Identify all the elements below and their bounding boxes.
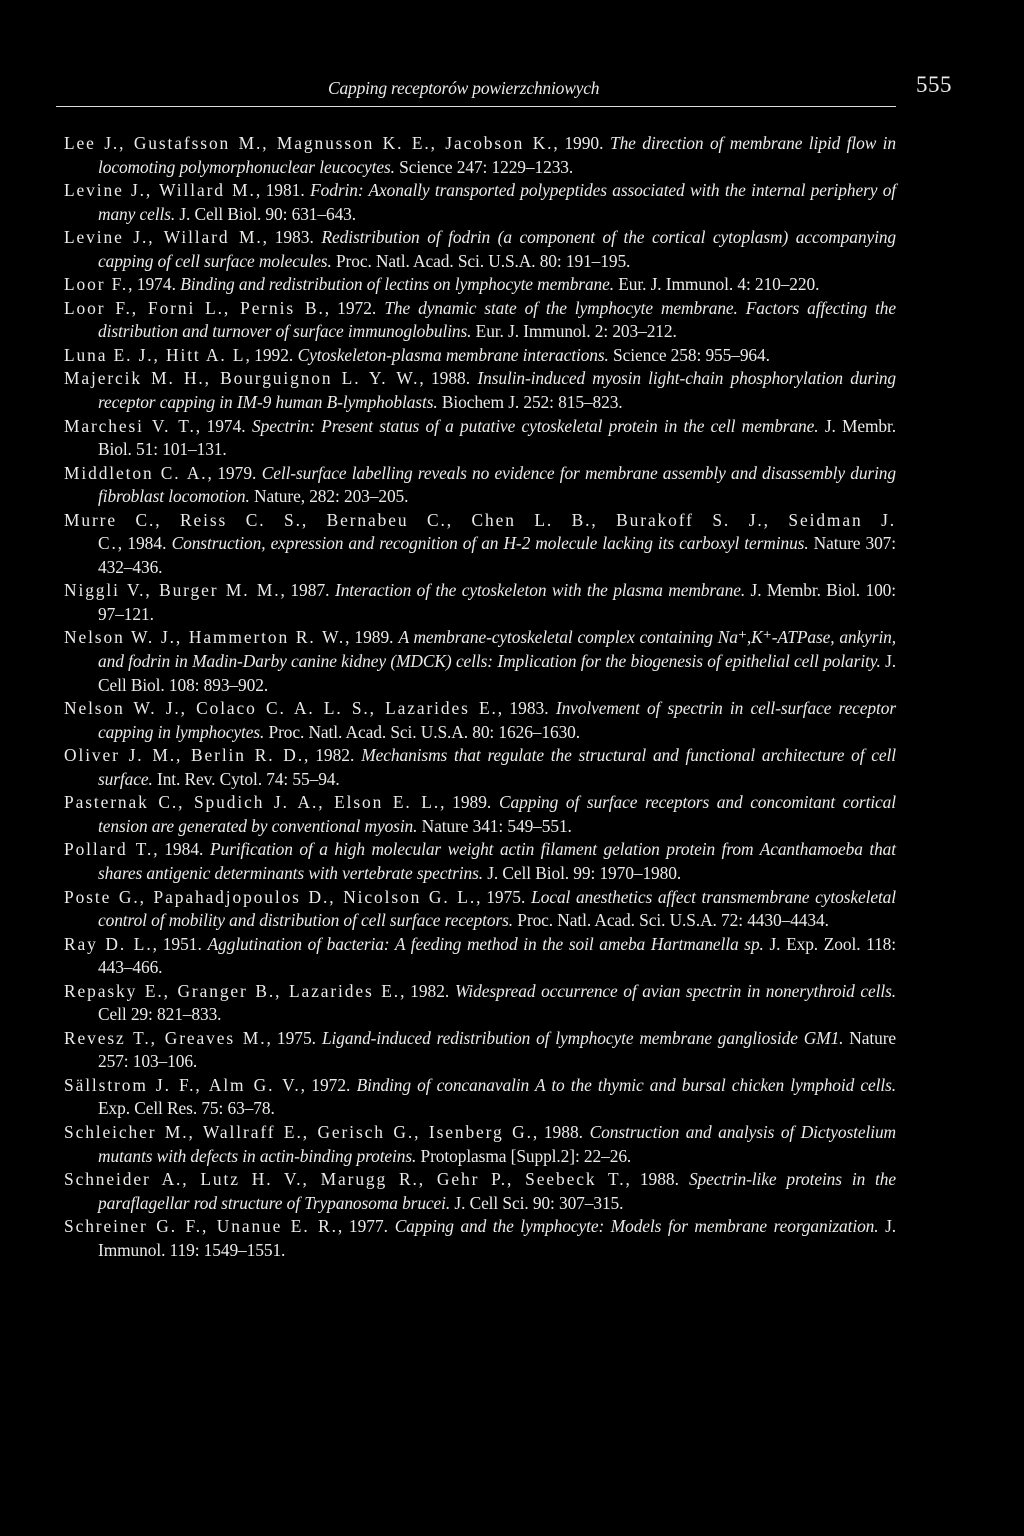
reference-authors: Nelson W. J., Hammerton R. W. — [64, 627, 346, 648]
reference-entry — [64, 1168, 896, 1215]
reference-title: Mechanisms that regulate the structural and functional architecture of cell surface. — [98, 745, 897, 789]
reference-year: , 1975. — [476, 886, 532, 907]
reference-authors: Poste G., Papahadjopoulos D., Nicolson G. L. — [64, 886, 477, 907]
reference-title: Construction and analysis of Dictyostelium mutants with defects in actin-binding proteins. — [98, 1121, 896, 1166]
reference-year: , 1979. — [207, 462, 262, 483]
reference-title: Local anesthetics affect transmembrane cytoskeletal control of mobility and distribution of cell surface receptors. — [98, 886, 897, 931]
reference-authors: Ray D. L. — [64, 933, 153, 954]
reference-authors: Niggli V., Burger M. M. — [64, 580, 281, 601]
reference-entry — [64, 579, 896, 626]
reference-source: Science 247: 1229–1233. — [394, 156, 574, 177]
header-rule — [56, 106, 896, 107]
reference-source: Nature, 282: 203–205. — [249, 486, 409, 507]
page-number: 555 — [916, 72, 952, 97]
reference-authors: Repasky E., Granger B., Lazarides E. — [64, 980, 401, 1001]
reference-entry — [64, 697, 896, 744]
reference-title: Cell-surface labelling reveals no evidence for membrane assembly and disassembly during fibroblast locomotion. — [98, 462, 897, 507]
reference-source: Nature 307: 432–436. — [98, 533, 896, 577]
reference-source: J. Cell Biol. 108: 893–902. — [98, 651, 896, 695]
reference-authors: Levine J., Willard M. — [64, 180, 256, 201]
reference-title: A membrane-cytoskeletal complex containing Na⁺,K⁺-ATPase, ankyrin, and fodrin in Madin-Darby canine kidney (MDCK) cells: Implication for the biogenesis of epithelial cell polarity. — [98, 627, 897, 672]
reference-authors: Schneider A., Lutz H. V., Marugg R., Gehr P., Seebeck T. — [64, 1169, 626, 1190]
reference-title: Widespread occurrence of avian spectrin in nonerythroid cells. — [455, 980, 897, 1001]
reference-year: , 1951. — [152, 933, 208, 954]
reference-year: , 1989. — [440, 792, 500, 813]
reference-source: J. Membr. Biol. 51: 101–131. — [98, 415, 896, 460]
reference-entry — [64, 626, 896, 697]
page-header — [56, 70, 952, 106]
reference-entry — [64, 744, 896, 791]
reference-entry — [64, 838, 896, 885]
reference-year: , 1989. — [345, 627, 399, 648]
reference-authors: Murre C., Reiss C. S., Bernabeu C., Chen L. B., Burakoff S. J., Seidman J. C. — [64, 509, 896, 554]
reference-entry — [64, 415, 896, 462]
reference-source: Proc. Natl. Acad. Sci. U.S.A. 72: 4430–4434. — [513, 910, 829, 931]
reference-entry — [64, 297, 896, 344]
reference-entry — [64, 1027, 896, 1074]
reference-year: , 1984. — [153, 839, 211, 860]
reference-source: Eur. J. Immunol. 2: 203–212. — [471, 321, 677, 342]
reference-authors: Schreiner G. F., Unanue E. R. — [64, 1216, 338, 1237]
reference-source: Proc. Natl. Acad. Sci. U.S.A. 80: 191–195. — [331, 250, 631, 271]
reference-entry — [64, 462, 896, 509]
running-title: Capping receptorów powierzchniowych — [328, 78, 600, 98]
reference-authors: Middleton C. A. — [64, 462, 208, 483]
reference-entry — [64, 179, 896, 226]
reference-title: Binding of concanavalin A to the thymic and bursal chicken lymphoid cells. — [356, 1074, 896, 1095]
reference-entry — [64, 1215, 896, 1262]
reference-title: Redistribution of fodrin (a component of the cortical cytoplasm) accompanying capping of cell surface molecules. — [98, 227, 897, 271]
reference-year: , 1983. — [497, 698, 556, 719]
reference-source: Cell 29: 821–833. — [98, 1004, 222, 1025]
reference-entry — [64, 344, 896, 368]
reference-title: Capping of surface receptors and concomitant cortical tension are generated by conventional myosin. — [98, 792, 896, 836]
reference-year: , 1974. — [128, 274, 181, 295]
reference-year: , 1984. — [117, 533, 172, 554]
reference-year: , 1972. — [300, 1074, 357, 1095]
reference-source: Protoplasma [Suppl.2]: 22–26. — [416, 1145, 632, 1166]
reference-year: , 1982. — [303, 745, 362, 766]
reference-authors: Marchesi V. T. — [64, 415, 196, 436]
reference-authors: Pollard T. — [64, 839, 154, 860]
reference-source: J. Cell Biol. 99: 1970–1980. — [483, 862, 682, 883]
reference-year: , 1977. — [337, 1216, 395, 1237]
reference-authors: Loor F. — [64, 274, 129, 295]
reference-authors: Sällstrom J. F., Alm G. V. — [64, 1074, 301, 1095]
reference-title: Construction, expression and recognition of an H-2 molecule lacking its carboxyl terminus. — [171, 533, 809, 554]
reference-title: Cytoskeleton-plasma membrane interactions. — [297, 344, 609, 365]
reference-authors: Nelson W. J., Colaco C. A. L. S., Lazarides E. — [64, 698, 498, 719]
reference-year: , 1982. — [400, 980, 455, 1001]
reference-authors: Luna E. J., Hitt A. L — [64, 344, 246, 365]
reference-source: J. Membr. Biol. 100: 97–121. — [98, 580, 896, 624]
reference-entry — [64, 273, 896, 297]
reference-year: , 1975. — [266, 1027, 322, 1048]
reference-source: Science 258: 955–964. — [608, 344, 770, 365]
reference-authors: Lee J., Gustafsson M., Magnusson K. E., Jacobson K. — [64, 133, 554, 153]
reference-title: Capping and the lymphocyte: Models for membrane reorganization. — [394, 1216, 879, 1237]
reference-title: Binding and redistribution of lectins on lymphocyte membrane. — [180, 274, 615, 295]
reference-year: , 1987. — [280, 580, 336, 601]
reference-list — [64, 132, 896, 1262]
reference-title: Spectrin-like proteins in the paraflagellar rod structure of Trypanosoma brucei. — [98, 1169, 897, 1213]
reference-entry — [64, 132, 896, 179]
reference-entry — [64, 509, 896, 580]
reference-year: , 1974. — [195, 415, 253, 436]
reference-authors: Revesz T., Greaves M. — [64, 1027, 267, 1048]
reference-title: Agglutination of bacteria: A feeding method in the soil ameba Hartmanella sp. — [207, 933, 764, 954]
reference-year: , 1981. — [255, 180, 311, 201]
reference-authors: Schleicher M., Wallraff E., Gerisch G., Isenberg G. — [64, 1121, 533, 1142]
reference-entry — [64, 1121, 896, 1168]
reference-source: J. Cell Sci. 90: 307–315. — [450, 1192, 624, 1213]
reference-title: Ligand-induced redistribution of lymphocyte membrane ganglioside GM1. — [321, 1027, 844, 1048]
reference-year: , 1992. — [245, 344, 298, 365]
reference-title: Insulin-induced myosin light-chain phosphorylation during receptor capping in IM-9 human B-lymphoblasts. — [98, 368, 897, 413]
reference-entry — [64, 791, 896, 838]
reference-entry — [64, 1074, 896, 1121]
reference-source: Biochem J. 252: 815–823. — [437, 392, 623, 413]
reference-title: Spectrin: Present status of a putative cytoskeletal protein in the cell membrane. — [252, 415, 819, 436]
reference-title: Interaction of the cytoskeleton with the plasma membrane. — [335, 580, 746, 601]
reference-source: J. Immunol. 119: 1549–1551. — [98, 1216, 897, 1260]
reference-source: J. Exp. Zool. 118: 443–466. — [98, 933, 896, 978]
reference-entry — [64, 980, 896, 1027]
reference-source: Nature 257: 103–106. — [98, 1027, 897, 1072]
reference-year: , 1972. — [324, 297, 385, 318]
reference-source: J. Cell Biol. 90: 631–643. — [175, 203, 357, 224]
reference-title: The direction of membrane lipid flow in locomoting polymorphonuclear leucocytes. — [98, 133, 896, 177]
reference-authors: Loor F., Forni L., Pernis B. — [64, 297, 325, 318]
reference-title: The dynamic state of the lymphocyte membrane. Factors affecting the distribution and turnover of surface immunoglobulins. — [98, 297, 896, 342]
reference-year: , 1990. — [553, 133, 611, 153]
reference-year: , 1988. — [419, 368, 478, 389]
reference-year: , 1983. — [262, 227, 322, 248]
reference-source: Nature 341: 549–551. — [417, 815, 572, 836]
reference-authors: Majercik M. H., Bourguignon L. Y. W. — [64, 368, 420, 389]
reference-source: Proc. Natl. Acad. Sci. U.S.A. 80: 1626–1630. — [264, 721, 581, 742]
reference-title: Fodrin: Axonally transported polypeptides associated with the internal periphery of many cells. — [98, 180, 897, 224]
reference-entry — [64, 933, 896, 980]
reference-title: Purification of a high molecular weight actin filament gelation protein from Acanthamoeba that shares antigenic determinants with vertebrate spectrins. — [98, 839, 897, 883]
reference-entry — [64, 367, 896, 414]
reference-entry — [64, 226, 896, 273]
reference-year: , 1988. — [532, 1121, 590, 1142]
reference-authors: Pasternak C., Spudich J. A., Elson E. L. — [64, 792, 441, 813]
reference-year: , 1988. — [625, 1169, 689, 1190]
reference-source: Eur. J. Immunol. 4: 210–220. — [614, 274, 820, 295]
reference-title: Involvement of spectrin in cell-surface receptor capping in lymphocytes. — [98, 698, 897, 742]
reference-authors: Oliver J. M., Berlin R. D. — [64, 745, 304, 766]
reference-source: Int. Rev. Cytol. 74: 55–94. — [152, 768, 340, 789]
reference-source: Exp. Cell Res. 75: 63–78. — [98, 1098, 275, 1119]
reference-authors: Levine J., Willard M. — [64, 227, 263, 248]
reference-entry — [64, 886, 896, 933]
